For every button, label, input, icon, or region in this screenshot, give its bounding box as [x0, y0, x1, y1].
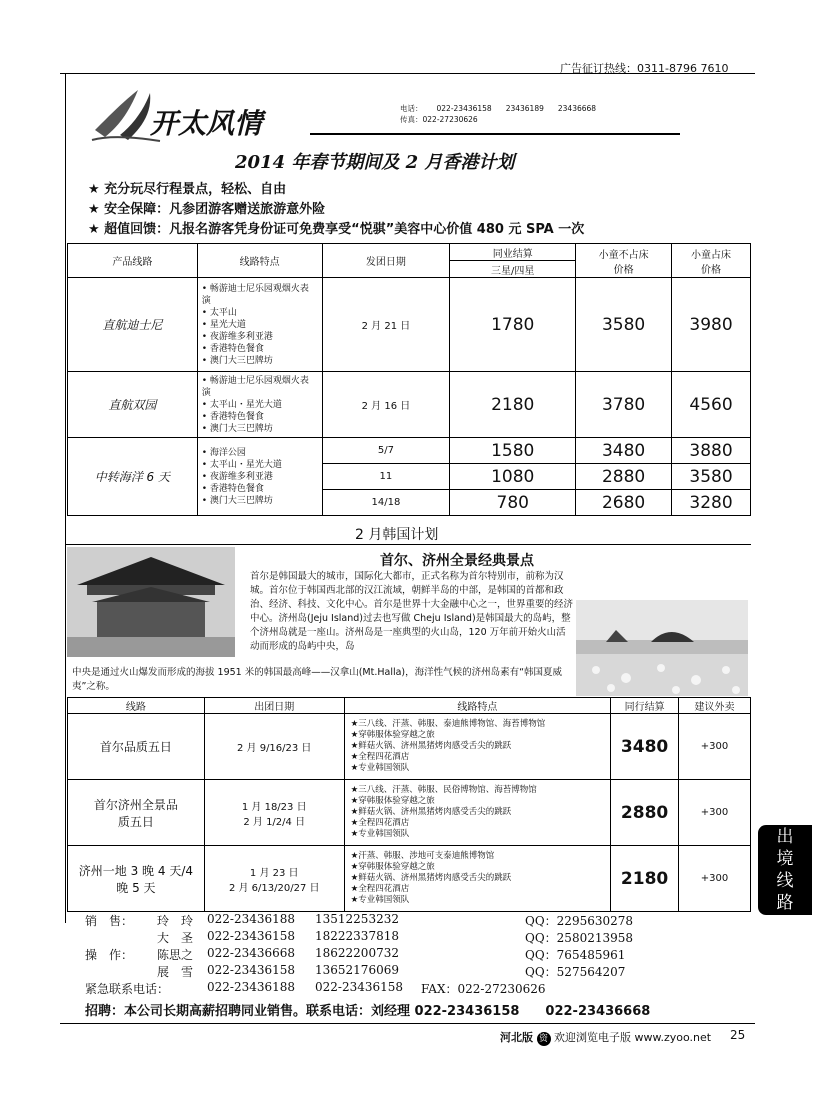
route-features: ★汗蒸、韩服、涉地可支泰迪熊博物馆 ★穿韩服体验穿越之旅 ★鲜菇火锅、济州黑猪烤肉感受舌尖的跳跃 ★全程四花酒店 ★专业韩国领队 [344, 846, 610, 912]
contact-block [400, 103, 610, 125]
table-row [68, 846, 751, 912]
korea-table [67, 697, 751, 912]
fax-label: 传真： [400, 115, 423, 124]
contact-row: 大 圣 022-23436158 18222337818 QQ：2580213958 [157, 929, 634, 945]
retail-markup: +300 [679, 846, 751, 912]
page-number: 25 [730, 1028, 746, 1042]
col-retail: 建议外卖 [679, 698, 751, 714]
ad-hotline: 广告征订热线：0311-8796 7610 [560, 62, 729, 75]
child-nobed-price: 2880 [576, 464, 672, 490]
product-name: 直航迪士尼 [68, 278, 198, 372]
bottom-rule [60, 1023, 755, 1024]
col-peer: 同行结算 [611, 698, 679, 714]
recruit-notice: 招聘：本公司长期高薪招聘同业销售。联系电话：刘经理 022-23436158 022-23436668 [85, 1004, 651, 1019]
page-title: 2014 年春节期间及 2 月香港计划 [235, 152, 515, 173]
korea-subtitle: 首尔、济州全景经典景点 [380, 553, 534, 569]
korea-intro-text: 首尔是韩国最大的城市，国际化大都市，正式名称为首尔特别市，前称为汉城。首尔位于韩国西北部的汉江流域，朝鲜半岛的中部，是韩国的首都和政治、经济、科技、文化中心。首尔是世界十大金融中心之一，世界重要的经济中心。济州岛(Jeju Island)过去也写做 Cheju Island)是韩国最大的岛屿，整个济州岛就是一座山。济州岛是一座典型的火山岛，120 万年前开始火山活动而形成的岛屿中央，岛 [250, 571, 574, 652]
depart-date: 2 月 16 日 [322, 372, 450, 438]
peer-price: 2180 [450, 372, 576, 438]
welcome-link[interactable]: 欢迎浏览电子版 www.zyoo.net [554, 1031, 712, 1044]
contact-row: 紧急联系电话： 022-23436188 022-23436158 FAX：022-27230626 [85, 980, 546, 996]
peer-price: 2180 [611, 846, 679, 912]
child-bed-price: 3880 [672, 438, 751, 464]
child-bed-price: 3280 [672, 490, 751, 516]
contact-row: 销 售： 玲 玲 022-23436188 13512253232 QQ：2295630278 [85, 912, 634, 928]
jeju-coast-photo-image [576, 600, 748, 696]
table-row [68, 372, 751, 438]
route-features: • 海洋公园 • 太平山・星光大道 • 夜游维多利亚港 • 香港特色餐食 • 澳门大三巴牌坊 [197, 438, 322, 516]
peer-price: 780 [450, 490, 576, 516]
col-product: 产品线路 [68, 244, 198, 278]
retail-markup: +300 [679, 780, 751, 846]
col-date: 发团日期 [322, 244, 450, 278]
route-name: 首尔济州全景品质五日 [68, 780, 205, 846]
child-bed-price: 3580 [672, 464, 751, 490]
depart-date: 14/18 [322, 490, 450, 516]
phone-1: 022-23436158 [436, 104, 492, 113]
col-child-nobed: 小童不占床 价格 [576, 244, 672, 278]
peer-price: 1780 [450, 278, 576, 372]
route-features: ★三八线、汗蒸、韩服、民俗博物馆、海苔博物馆 ★穿韩服体验穿越之旅 ★鲜菇火锅、济州黑猪烤肉感受舌尖的跳跃 ★全程四花酒店 ★专业韩国领队 [344, 780, 610, 846]
hongkong-table [67, 243, 751, 516]
table-row [68, 714, 751, 780]
product-name: 直航双园 [68, 372, 198, 438]
table-row [68, 278, 751, 372]
fax-number: 022-27230626 [422, 115, 478, 124]
child-nobed-price: 2680 [576, 490, 672, 516]
peer-price: 1080 [450, 464, 576, 490]
route-name: 首尔品质五日 [68, 714, 205, 780]
bullet-item: ★ 安全保障：凡参团游客赠送旅游意外险 [88, 202, 326, 217]
route-features: ★三八线、汗蒸、韩服、泰迪熊博物馆、海苔博物馆 ★穿韩服体验穿越之旅 ★鲜菇火锅、济州黑猪烤肉感受舌尖的跳跃 ★全程四花酒店 ★专业韩国领队 [344, 714, 610, 780]
depart-date: 2 月 21 日 [322, 278, 450, 372]
route-features: • 畅游迪士尼乐园观烟火表演 • 太平山 • 星光大道 • 夜游维多利亚港 • 香港特色餐食 • 澳门大三巴牌坊 [197, 278, 322, 372]
logo-rule [310, 133, 680, 135]
phone-2: 23436189 [505, 104, 544, 113]
retail-markup: +300 [679, 714, 751, 780]
child-nobed-price: 3480 [576, 438, 672, 464]
edition-badge-icon: 资 [537, 1032, 551, 1046]
peer-price: 1580 [450, 438, 576, 464]
col-child-bed: 小童占床 价格 [672, 244, 751, 278]
depart-date: 2 月 9/16/23 日 [204, 714, 344, 780]
col-feature: 线路特点 [344, 698, 610, 714]
bullet-list [88, 180, 584, 240]
left-rule [65, 73, 66, 923]
depart-date: 1 月 23 日 2 月 6/13/20/27 日 [204, 846, 344, 912]
depart-date: 1 月 18/23 日 2 月 1/2/4 日 [204, 780, 344, 846]
depart-date: 5/7 [322, 438, 450, 464]
palace-photo-image [67, 547, 235, 657]
table-row [68, 780, 751, 846]
korea-section-title: 2 月韩国计划 [355, 527, 439, 543]
product-name: 中转海洋 6 天 [68, 438, 198, 516]
col-route: 线路 [68, 698, 205, 714]
child-bed-price: 4560 [672, 372, 751, 438]
child-bed-price: 3980 [672, 278, 751, 372]
contact-row: 展 雪 022-23436158 13652176069 QQ：527564207 [157, 963, 626, 979]
col-date: 出团日期 [204, 698, 344, 714]
top-rule [60, 73, 755, 74]
edition-label: 河北版 [500, 1031, 533, 1044]
phone-label: 电话： [400, 104, 423, 113]
table-row [68, 438, 751, 464]
contact-row: 操 作： 陈思之 022-23436668 18622200732 QQ：765485961 [85, 946, 626, 962]
depart-date: 11 [322, 464, 450, 490]
col-star: 三星/四星 [450, 261, 576, 278]
contact-list [85, 912, 685, 997]
side-tab-outbound: 出境线路 [758, 825, 812, 915]
bullet-item: ★ 超值回馈：凡报名游客凭身份证可免费享受“悦骐”美容中心价值 480 元 SPA 一次 [88, 222, 585, 237]
phone-3: 23436668 [557, 104, 597, 113]
child-nobed-price: 3780 [576, 372, 672, 438]
peer-price: 2880 [611, 780, 679, 846]
bullet-item: ★ 充分玩尽行程景点，轻松、自由 [88, 182, 287, 197]
child-nobed-price: 3580 [576, 278, 672, 372]
peer-price: 3480 [611, 714, 679, 780]
col-peer: 同业结算 [450, 244, 576, 261]
korea-intro-text-continued: 中央是通过火山爆发而形成的海拔 1951 米的韩国最高峰——汉拿山(Mt.Halla)，海洋性气候的济州岛素有“韩国夏威夷”之称。 [72, 667, 563, 692]
col-feature: 线路特点 [197, 244, 322, 278]
route-features: • 畅游迪士尼乐园观烟火表演 • 太平山・星光大道 • 香港特色餐食 • 澳门大三巴牌坊 [197, 372, 322, 438]
footer [500, 1029, 711, 1046]
logo-text: 开太风情 [150, 107, 263, 140]
route-name: 济州一地 3 晚 4 天/4 晚 5 天 [68, 846, 205, 912]
